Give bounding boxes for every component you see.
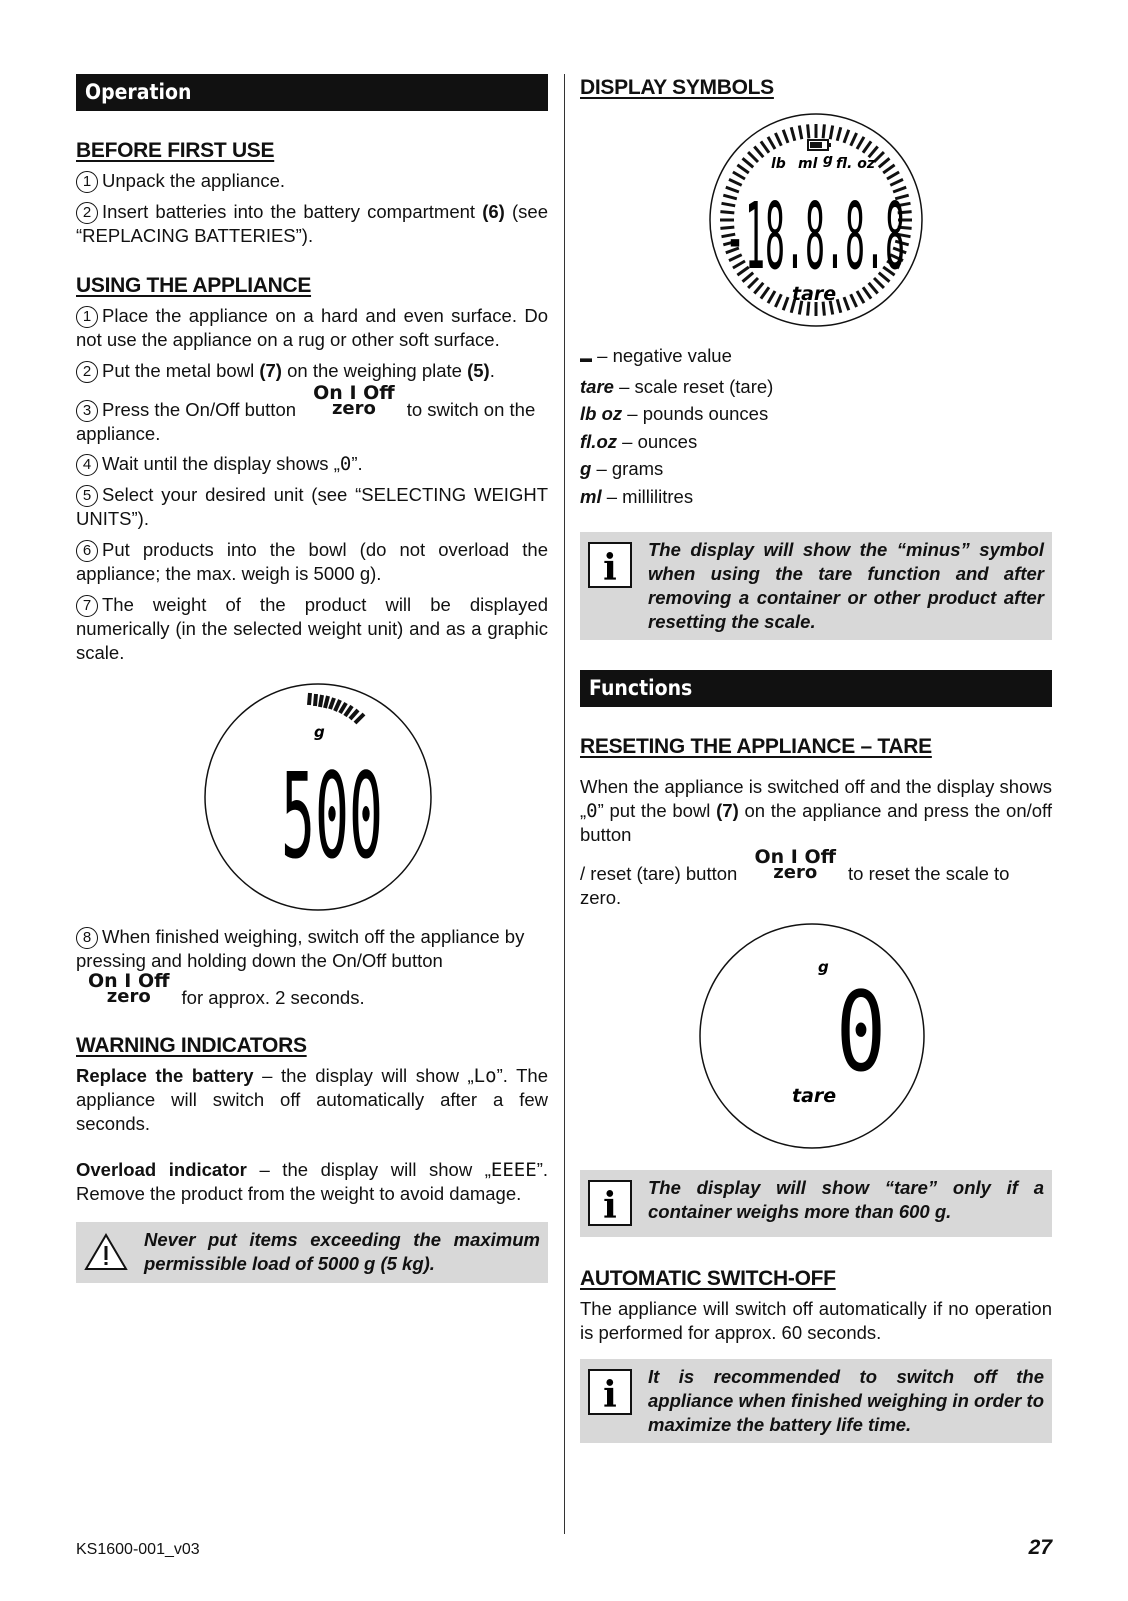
- using-step-7: 7 The weight of the product will be displayed numerically (in the selected weight unit) and as a graphic scale.: [76, 594, 548, 663]
- heading-before-first-use: BEFORE FIRST USE: [76, 139, 275, 162]
- lcd-scale-tick: [775, 294, 781, 307]
- page-number: 27: [1028, 1536, 1052, 1559]
- symbol-item: fl.oz – ounces: [580, 430, 698, 452]
- lcd-scale-tick: [879, 158, 890, 167]
- lcd-scale-tick: [754, 147, 763, 158]
- svg-text:ml: ml: [798, 156, 818, 172]
- lcd-scale-tick: [775, 133, 781, 146]
- lcd-scale-tick: [883, 165, 894, 173]
- lcd-scale-tick: [783, 297, 788, 310]
- display-unit-label: g: [314, 723, 325, 741]
- lcd-scale-tick: [799, 126, 802, 140]
- lcd-scale-tick: [823, 124, 824, 138]
- lcd-scale-tick: [768, 291, 775, 303]
- using-step-8: 8 When finished weighing, switch off the appliance by pressing and holding down the On/Off button On I Off zero for approx. 2 seconds.: [76, 926, 525, 1008]
- heading-reseting-tare: RESETING THE APPLIANCE – TARE: [580, 735, 932, 758]
- on-off-zero-button-symbol: On I Off zero: [88, 970, 170, 1007]
- lcd-scale-tick: [783, 130, 788, 143]
- lcd-scale-tick: [874, 152, 884, 162]
- lcd-display-symbols-illustration: [580, 110, 1052, 330]
- lcd-scale-tick: [837, 299, 841, 313]
- lcd-scale-tick: [743, 158, 754, 167]
- using-step-6: 6 Put products into the bowl (do not overload the appliance; the max. weigh is 5000 g).: [76, 539, 548, 584]
- using-step-4: 4 Wait until the display shows „0”.: [76, 452, 548, 476]
- lcd-scale-tick: [837, 127, 841, 141]
- heading-warning-indicators: WARNING INDICATORS: [76, 1034, 307, 1057]
- segment-lo-symbol: Lo: [473, 1065, 497, 1087]
- left-column: [76, 74, 548, 1283]
- lcd-scale-tick: [808, 124, 809, 138]
- tare-paragraph-line2: / reset (tare) button On I Off zero to reset the scale to zero.: [580, 846, 1010, 908]
- right-column: [580, 74, 1052, 1443]
- display-weight-value: 0: [836, 968, 886, 1096]
- lcd-scale-tick: [748, 152, 758, 162]
- info-icon: [588, 1180, 632, 1231]
- lcd-scale-tick: [863, 141, 871, 152]
- lcd-scale-tick: [857, 291, 864, 303]
- section-bar-operation: Operation: [76, 74, 548, 111]
- auto-off-text: The appliance will switch off automatically if no operation is performed for approx. 60 seconds.: [580, 1298, 1052, 1343]
- svg-text:i: i: [603, 1185, 617, 1226]
- lcd-scale-tick: [887, 172, 899, 179]
- using-step-3: 3 Press the On/Off button On I Off zero to switch on the appliance.: [76, 382, 536, 444]
- caution-note: Never put items exceeding the maximum permissible load of 5000 g (5 kg).: [76, 1222, 548, 1283]
- segment-zero-symbol: 0: [339, 453, 352, 475]
- display-tare-illustration: [580, 920, 1052, 1152]
- display-tare-label: tare: [792, 1085, 837, 1107]
- symbol-item: ml – millilitres: [580, 485, 694, 507]
- using-step-1: 1 Place the appliance on a hard and even surface. Do not use the appliance on a rug or other soft surface.: [76, 305, 548, 350]
- lcd-scale-tick: [737, 165, 748, 173]
- section-bar-functions: Functions: [580, 670, 1052, 707]
- lcd-scale-tick: [851, 133, 857, 146]
- symbol-item: ▬ – negative value: [580, 345, 732, 366]
- lcd-tare-label: tare: [792, 283, 837, 305]
- lcd-scale-tick: [844, 297, 849, 310]
- display-500g-illustration: [76, 677, 548, 917]
- lcd-all-segments: -18.8.8.8: [725, 183, 905, 290]
- heading-automatic-switch-off: AUTOMATIC SWITCH-OFF: [580, 1267, 836, 1290]
- svg-text:g: g: [823, 152, 834, 168]
- symbol-item: tare – scale reset (tare): [580, 375, 774, 397]
- heading-using-the-appliance: USING THE APPLIANCE: [76, 274, 312, 297]
- segment-zero-symbol: 0: [586, 800, 598, 822]
- lcd-scale-tick: [830, 126, 833, 140]
- symbol-item: lb oz – pounds ounces: [580, 403, 769, 424]
- warning-battery-text: Replace the battery – the display will show „Lo”. The appliance will switch off automatically after a few seconds.: [76, 1065, 548, 1134]
- lcd-scale-tick: [768, 137, 775, 149]
- before-step-1: 1 Unpack the appliance.: [76, 169, 548, 193]
- symbol-item: g – grams: [580, 458, 664, 479]
- svg-text:fl. oz: fl. oz: [836, 156, 875, 172]
- tare-paragraph: When the appliance is switched off and the display shows „0” put the bowl (7) on the appliance and press the on/off button: [580, 776, 1052, 845]
- on-off-zero-button-symbol: On I Off zero: [754, 846, 836, 883]
- lcd-scale-tick: [733, 172, 745, 179]
- display-weight-value: 500: [281, 747, 383, 885]
- lcd-scale-tick: [851, 294, 857, 307]
- document-code: KS1600-001_v03: [76, 1541, 200, 1558]
- using-step-5: 5 Select your desired unit (see “SELECTING WEIGHT UNITS”).: [76, 484, 548, 529]
- lcd-scale-tick: [791, 127, 795, 141]
- display-unit-label: g: [818, 958, 829, 976]
- info-icon: [588, 542, 632, 593]
- lcd-scale-tick: [761, 141, 769, 152]
- warning-overload-text: Overload indicator – the display will show „EEEE”. Remove the product from the weight to avoid damage.: [76, 1159, 548, 1204]
- svg-text:lb: lb: [771, 156, 786, 172]
- graphic-scale-bars: [309, 693, 364, 723]
- info-icon: [588, 1369, 632, 1420]
- segment-eeee-symbol: EEEE: [490, 1159, 537, 1181]
- info-note-minus: i The display will show the “minus” symbol when using the tare function and after removing a container or other product after resetting the scale.: [580, 532, 1052, 640]
- lcd-scale-tick: [857, 137, 864, 149]
- using-step-2: 2 Put the metal bowl (7) on the weighing plate (5).: [76, 359, 548, 383]
- info-note-auto-off: i It is recommended to switch off the appliance when finished weighing in order to maximize the battery life time.: [580, 1359, 1052, 1443]
- display-symbols-list: [580, 342, 1052, 510]
- heading-display-symbols: DISPLAY SYMBOLS: [580, 76, 774, 99]
- column-divider: [564, 74, 565, 1534]
- svg-text:i: i: [603, 547, 617, 588]
- lcd-scale-tick: [844, 130, 849, 143]
- svg-text:i: i: [603, 1374, 617, 1415]
- warning-triangle-icon: [84, 1232, 128, 1277]
- info-note-tare: i The display will show “tare” only if a container weighs more than 600 g.: [580, 1170, 1052, 1237]
- before-step-2: 2 Insert batteries into the battery compartment (6) (see “REPLACING BATTERIES”).: [76, 201, 548, 246]
- on-off-zero-button-symbol: On I Off zero: [313, 382, 395, 419]
